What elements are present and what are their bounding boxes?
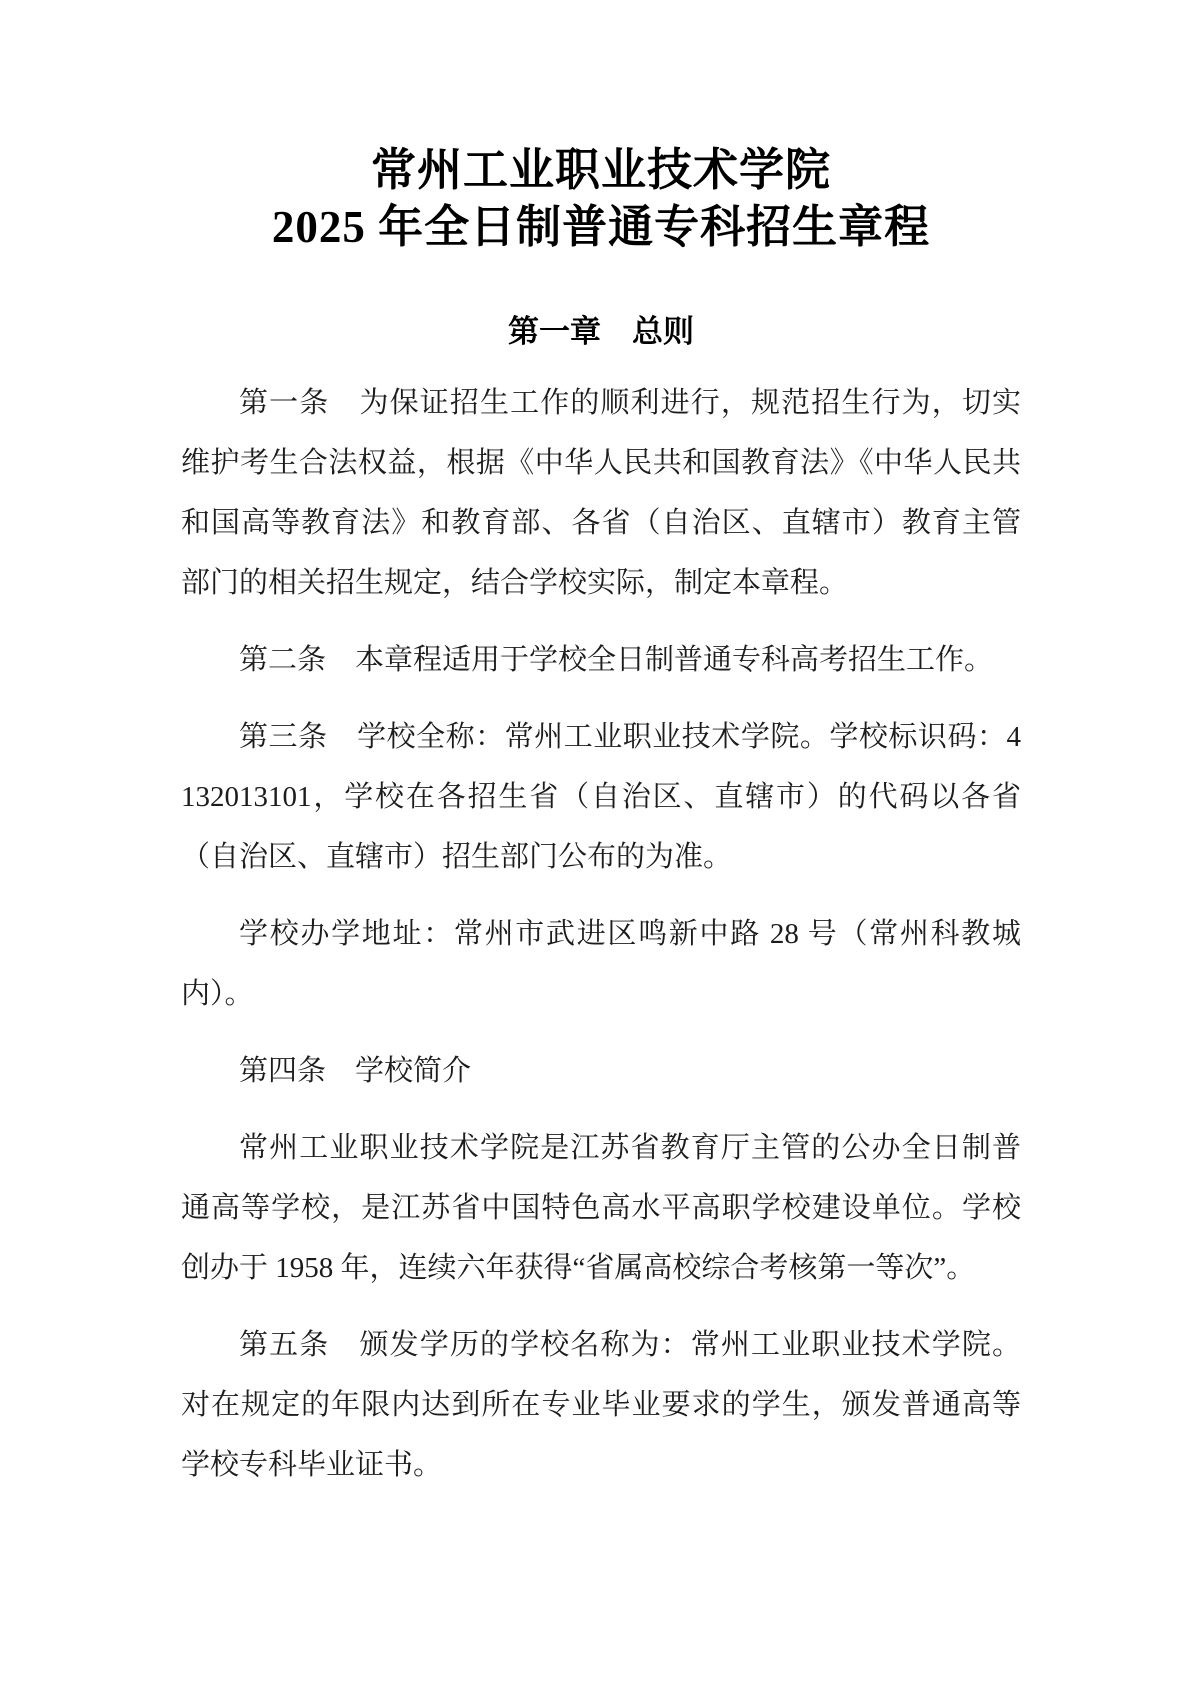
paragraph-article-2: 第二条 本章程适用于学校全日制普通专科高考招生工作。 <box>239 644 994 676</box>
document-title <box>181 142 1021 256</box>
chapter-heading: 第一章 总则 <box>508 314 694 349</box>
paragraph-article-1: 第一条 为保证招生工作的顺利进行，规范招生行为，切实维护考生合法权益，根据《中华人民共和国教育法》《中华人民共和国高等教育法》和教育部、各省（自治区、直辖市）教育主管部门的相关招生规定，结合学校实际，制定本章程。 <box>181 387 1021 599</box>
paragraph-article-4: 第四条 学校简介 <box>239 1055 472 1087</box>
document-title-line2: 2025 年全日制普通专科招生章程 <box>271 202 931 252</box>
paragraph-school-address: 学校办学地址：常州市武进区鸣新中路 28 号（常州科教城内）。 <box>181 918 1021 1010</box>
paragraph-school-intro: 常州工业职业技术学院是江苏省教育厅主管的公办全日制普通高等学校，是江苏省中国特色高水平高职学校建设单位。学校创办于 1958 年，连续六年获得“省属高校综合考核第一等次”。 <box>181 1132 1021 1284</box>
document-title-line1: 常州工业职业技术学院 <box>370 145 831 195</box>
paragraph-article-5: 第五条 颁发学历的学校名称为：常州工业职业技术学院。对在规定的年限内达到所在专业毕业要求的学生，颁发普通高等学校专科毕业证书。 <box>181 1329 1021 1481</box>
document-body <box>181 373 1021 1495</box>
paragraph-article-3: 第三条 学校全称：常州工业职业技术学院。学校标识码：4132013101，学校在各招生省（自治区、直辖市）的代码以各省（自治区、直辖市）招生部门公布的为准。 <box>181 721 1021 873</box>
